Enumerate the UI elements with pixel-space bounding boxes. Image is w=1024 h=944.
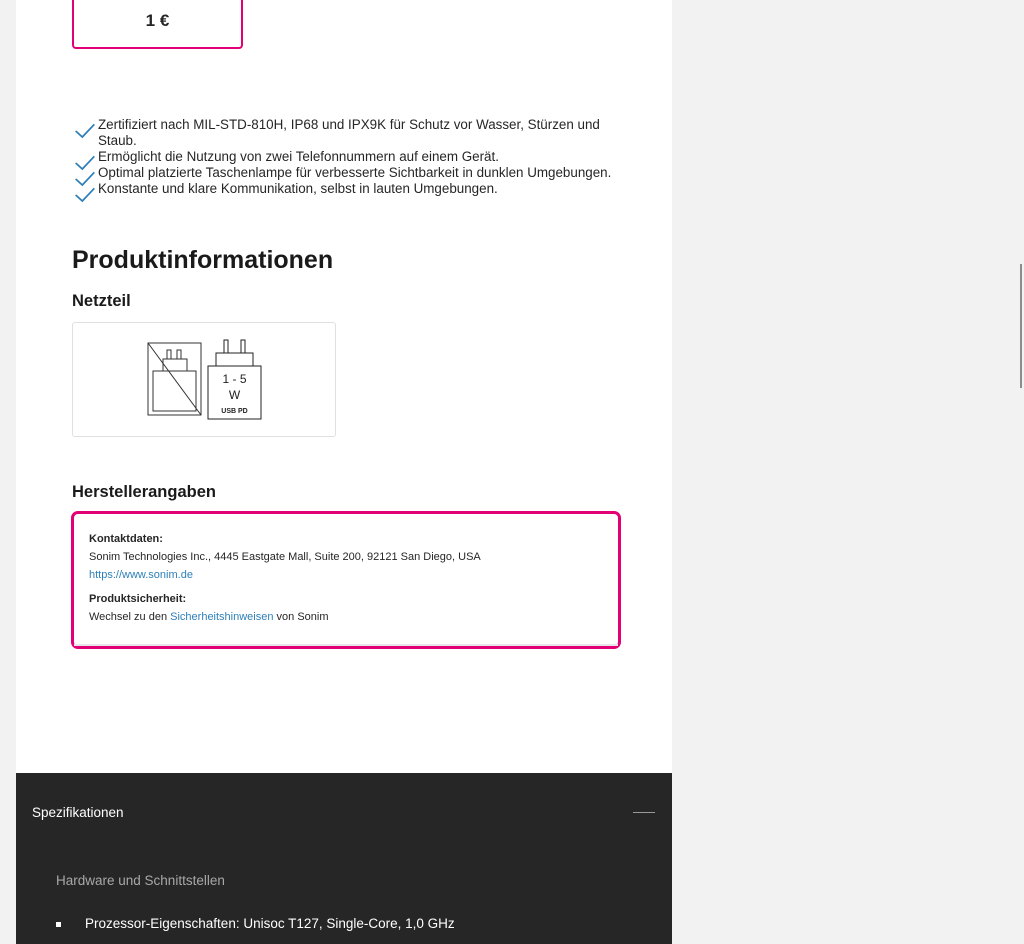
check-icon (72, 155, 98, 171)
price-option-tile[interactable] (72, 0, 243, 49)
manufacturer-address: Sonim Technologies Inc., 4445 Eastgate Mall, Suite 200, 92121 San Diego, USA (89, 551, 481, 563)
feature-item (72, 181, 632, 197)
check-icon (72, 123, 98, 139)
power-supply-heading: Netzteil (72, 292, 131, 310)
charger-standard-label: USB PD (221, 408, 248, 415)
safety-prefix-text: Wechsel zu den (89, 611, 168, 623)
contact-label: Kontaktdaten: (89, 533, 163, 545)
product-card (16, 0, 672, 773)
feature-text: Ermöglicht die Nutzung von zwei Telefonnummern auf einem Gerät. (98, 149, 499, 164)
feature-item (72, 165, 632, 181)
safety-notes-link[interactable]: Sicherheitshinweisen (170, 611, 274, 623)
charger-not-included-icon (148, 343, 201, 415)
check-icon (72, 171, 98, 187)
bullet-icon (56, 922, 61, 927)
feature-text: Konstante und klare Kommunikation, selbst in lauten Umgebungen. (98, 181, 498, 196)
feature-item (72, 149, 632, 165)
manufacturer-heading: Herstellerangaben (72, 483, 216, 501)
charger-pictogram (73, 323, 335, 436)
charger-info-box (72, 322, 336, 437)
feature-item (72, 117, 632, 149)
check-icon (72, 187, 98, 203)
charger-wattage-unit: W (228, 388, 241, 402)
divider (74, 644, 618, 646)
feature-text: Zertifiziert nach MIL-STD-810H, IP68 und IPX9K für Schutz vor Wasser, Stürzen und Staub. (98, 117, 600, 148)
spec-item: Prozessor-Eigenschaften: Unisoc T127, Single-Core, 1,0 GHz (85, 916, 455, 931)
safety-suffix-text: von Sonim (276, 611, 329, 623)
manufacturer-info-box (71, 511, 621, 649)
specifications-toggle[interactable]: Spezifikationen (32, 805, 124, 820)
manufacturer-website-link[interactable]: https://www.sonim.de (89, 569, 193, 581)
charger-wattage-range: 1 - 5 (222, 372, 247, 386)
product-safety-label: Produktsicherheit: (89, 593, 187, 605)
feature-list (72, 117, 632, 197)
minus-icon[interactable] (633, 812, 655, 813)
specifications-panel (16, 773, 672, 944)
product-info-heading: Produktinformationen (72, 246, 334, 274)
scrollbar-thumb[interactable] (1020, 264, 1022, 388)
price-value: 1 € (145, 10, 170, 30)
safety-notice-line (89, 611, 329, 623)
feature-text: Optimal platzierte Taschenlampe für verbesserte Sichtbarkeit in dunklen Umgebungen. (98, 165, 612, 180)
spec-section-title: Hardware und Schnittstellen (56, 873, 225, 888)
